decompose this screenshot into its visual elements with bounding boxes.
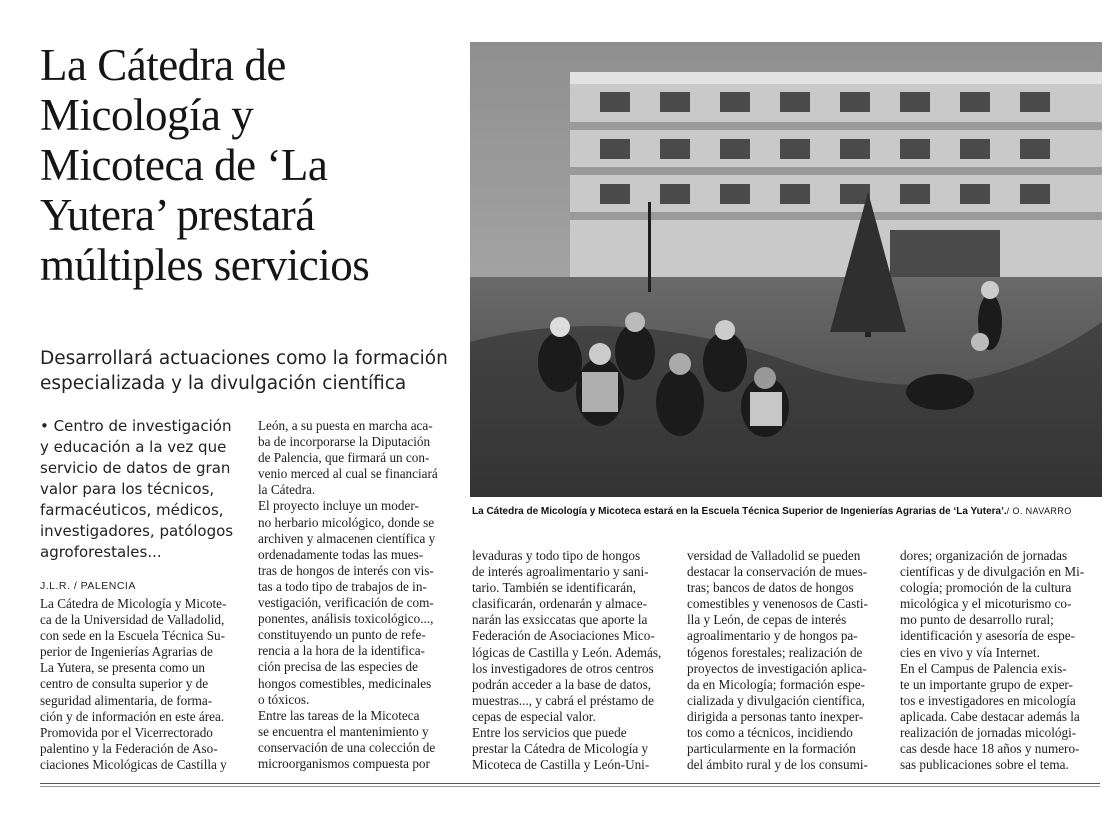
article-text-line: científicas y de divulgación en Mi- (900, 564, 1085, 580)
article-text-line: de interés agroalimentario y sani- (472, 564, 649, 580)
bottom-rule (40, 783, 1100, 784)
headline-line: múltiples servicios (40, 240, 370, 290)
article-text-line: En el Campus de Palencia exis- (900, 660, 1067, 676)
article-text-line: con sede en la Escuela Técnica Su- (40, 628, 226, 644)
article-text-line: se encuentra el mantenimiento y (258, 723, 429, 739)
article-column-3 (472, 548, 672, 773)
article-text-line: versidad de Valladolid se pueden (687, 548, 861, 563)
highlight-line: investigadores, patólogos (40, 522, 234, 540)
highlight-line: y educación a la vez que (40, 438, 227, 456)
highlight-line: valor para los técnicos, (40, 480, 215, 498)
article-text-line: ción y de información en este área. (40, 708, 225, 724)
subheadline-line: especializada y la divulgación científica (40, 373, 407, 394)
article-text-line: hongos comestibles, medicinales (258, 675, 432, 691)
headline (40, 40, 460, 290)
article-text-line: Micoteca de Castilla y León-Uni- (472, 757, 650, 773)
article-text-line: no herbario micológico, donde se (258, 514, 435, 530)
article-text-line: ciaciones Micológicas de Castilla y (40, 756, 227, 772)
article-text-line: levaduras y todo tipo de hongos (472, 548, 641, 563)
article-text-line: El proyecto incluye un moder- (258, 498, 419, 514)
article-text-line: clasificarán, ordenarán y almace- (472, 596, 647, 612)
article-text-line: ordenadamente todas las mues- (258, 546, 424, 562)
article-text-line: León, a su puesta en marcha aca- (258, 418, 433, 433)
article-text-line: La Yutera, se presenta como un (40, 660, 206, 676)
article-text-line: comestibles y venenosos de Casti- (687, 596, 868, 612)
article-text-line: podrán acceder a la base de datos, (472, 676, 652, 692)
article-text-line: Entre las tareas de la Micoteca (258, 707, 420, 723)
article-text-line: conservación de una colección de (258, 739, 436, 755)
article-text-line: cas desde hace 18 años y numero- (900, 741, 1080, 757)
article-text-line: archiven y almacenen científica y (258, 530, 436, 546)
headline-line: Micoteca de ‘La (40, 140, 328, 190)
highlight-line: agroforestales... (40, 543, 162, 561)
article-text-line: cología; promoción de la cultura (900, 580, 1072, 596)
headline-line: La Cátedra de (40, 40, 286, 90)
article-text-line: constituyendo un punto de refe- (258, 627, 426, 643)
campus-photo-illustration (470, 42, 1102, 497)
subheadline (40, 346, 460, 396)
article-text-line: La Cátedra de Micología y Micote- (40, 596, 227, 611)
article-text-line: dores; organización de jornadas (900, 548, 1068, 563)
highlight-line: • Centro de investigación (40, 417, 232, 435)
article-text-line: o tóxicos. (258, 691, 310, 707)
headline-line: Micología y (40, 90, 254, 140)
article-text-line: prestar la Cátedra de Micología y (472, 741, 649, 757)
article-text-line: vestigación, verificación de com- (258, 595, 434, 611)
bottom-rule-secondary (40, 786, 1100, 787)
article-text-line: rencia a la hora de la identifica- (258, 643, 425, 659)
article-text-line: destacar la conservación de mues- (687, 564, 868, 580)
article-text-line: ca de la Universidad de Valladolid, (40, 612, 225, 628)
article-text-line: muestras..., y cabrá el préstamo de (472, 692, 654, 708)
article-text-line: aplicada. Cabe destacar además la (900, 708, 1080, 724)
article-text-line: Promovida por el Vicerrectorado (40, 724, 213, 740)
article-text-line: palentino y la Federación de Aso- (40, 740, 218, 756)
article-text-line: tras de hongos de interés con vis- (258, 562, 434, 578)
article-text-line: perior de Ingenierías Agrarias de (40, 644, 213, 660)
article-photo (470, 42, 1102, 497)
highlight-line: farmacéuticos, médicos, (40, 501, 224, 519)
article-text-line: tas a todo tipo de trabajos de in- (258, 578, 427, 594)
article-text-line: mo punto de desarrollo rural; (900, 612, 1054, 628)
article-text-line: te un importante grupo de exper- (900, 676, 1073, 692)
article-text-line: realización de jornadas micológi- (900, 725, 1077, 741)
photo-caption (472, 506, 1112, 517)
article-text-line: lógicas de Castilla y León. Además, (472, 644, 662, 660)
article-text-line: centro de consulta superior y de (40, 676, 209, 692)
subheadline-line: Desarrollará actuaciones como la formación (40, 348, 448, 369)
article-text-line: del ámbito rural y de los consumi- (687, 757, 868, 773)
article-text-line: lla y León, de cepas de interés (687, 612, 847, 628)
article-text-line: cepas de especial valor. (472, 708, 596, 724)
article-text-line: tras; bancos de datos de hongos (687, 580, 854, 596)
article-text-line: sas publicaciones sobre el tema. (900, 757, 1069, 773)
article-text-line: proyectos de investigación aplica- (687, 660, 867, 676)
headline-line: Yutera’ prestará (40, 190, 315, 240)
article-column-2 (258, 418, 453, 772)
article-text-line: tógenos forestales; realización de (687, 644, 863, 660)
article-text-line: cies en vivo y vía Internet. (900, 644, 1040, 660)
article-text-line: tos e investigadores en micología (900, 692, 1076, 708)
article-text-line: Entre los servicios que puede (472, 725, 627, 741)
article-text-line: ción precisa de las especies de (258, 659, 419, 675)
article-text-line: la Cátedra. (258, 482, 316, 498)
article-text-line: seguridad alimentaria, de forma- (40, 692, 213, 708)
article-column-4 (687, 548, 887, 773)
article-text-line: tario. También se identificarán, (472, 580, 636, 596)
article-text-line: venio merced al cual se financiará (258, 466, 438, 482)
article-text-line: de Palencia, que firmará un con- (258, 450, 430, 466)
article-text-line: tos como a técnicos, incidiendo (687, 725, 853, 741)
highlight-box (40, 416, 245, 563)
photo-caption-text: La Cátedra de Micología y Micoteca estará en la Escuela Técnica Superior de Ingenierías Agrarias de ‘La Yutera’. (472, 506, 1007, 517)
article-text-line: ponentes, análisis toxicológico..., (258, 611, 434, 627)
article-text-line: Federación de Asociaciones Mico- (472, 628, 655, 644)
article-text-line: los investigadores de otros centros (472, 660, 654, 676)
article-text-line: microorganismos compuesta por (258, 755, 430, 771)
photo-credit: / O. NAVARRO (1006, 506, 1072, 516)
article-text-line: particularmente en la formación (687, 741, 856, 757)
article-text-line: da en Micología; formación espe- (687, 676, 865, 692)
article-column-1 (40, 596, 240, 773)
article-text-line: micológica y el micoturismo co- (900, 596, 1072, 612)
highlight-line: servicio de datos de gran (40, 459, 231, 477)
article-text-line: narán las exsiccatas que aporte la (472, 612, 648, 628)
article-text-line: dirigida a personas tanto inexper- (687, 708, 864, 724)
byline: J.L.R. / PALENCIA (40, 580, 136, 592)
article-column-5 (900, 548, 1100, 773)
article-text-line: identificación y asesoría de espe- (900, 628, 1076, 644)
article-text-line: cializada y divulgación científica, (687, 692, 865, 708)
article-text-line: agroalimentario y de hongos pa- (687, 628, 858, 644)
article-text-line: ba de incorporarse la Diputación (258, 434, 431, 450)
